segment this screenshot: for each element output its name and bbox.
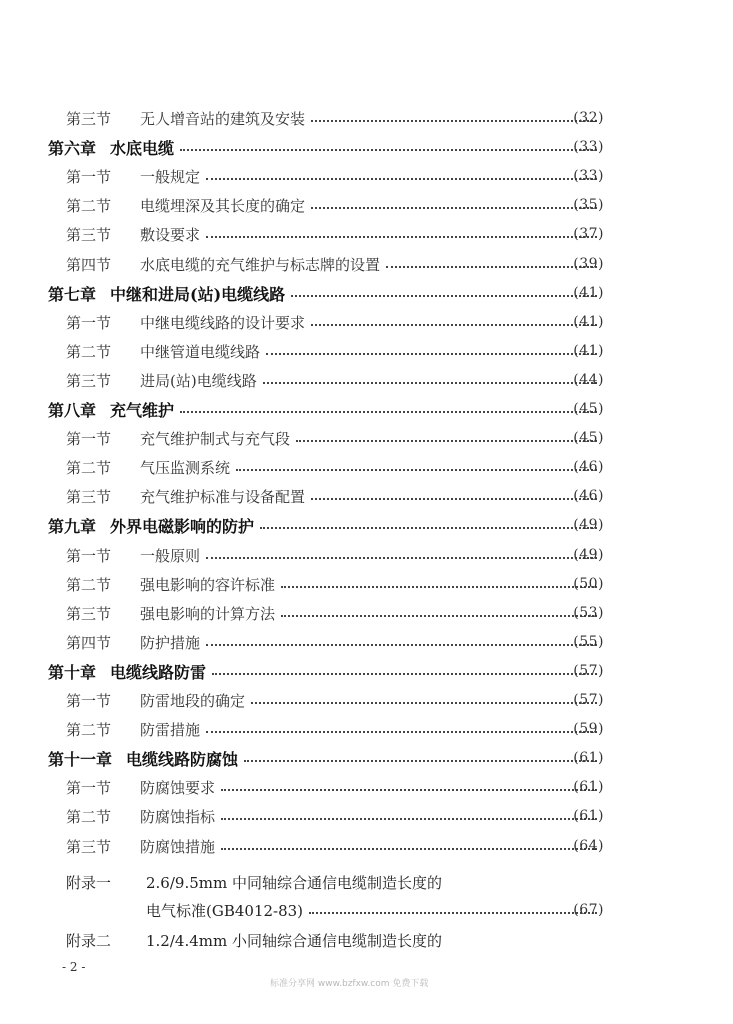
- toc-page-number: (33): [573, 168, 604, 184]
- section-label: 第三节: [66, 837, 112, 856]
- chapter-label: 第十章: [48, 662, 97, 682]
- section-label: 第三节: [66, 109, 112, 128]
- toc-page-number: (41): [573, 343, 604, 359]
- toc-page-number: (39): [573, 256, 604, 272]
- chapter-title: 充气维护: [110, 400, 175, 420]
- dot-leader: [206, 731, 597, 733]
- toc-page-number: (35): [573, 197, 604, 213]
- appendix-2-title-line1: 1.2/4.4mm 小同轴综合通信电缆制造长度的: [146, 931, 442, 950]
- section-label: 第一节: [66, 167, 112, 186]
- page-number: - 2 -: [62, 960, 86, 974]
- dot-leader: [206, 644, 597, 646]
- dot-leader: [221, 789, 597, 791]
- dot-leader: [221, 848, 597, 850]
- section-label: 第一节: [66, 429, 112, 448]
- appendix-1-title-line2: 电气标准(GB4012-83): [146, 901, 304, 920]
- section-label: 第四节: [66, 633, 112, 652]
- chapter-label: 第八章: [48, 400, 97, 420]
- toc-page-number: (61): [573, 750, 604, 766]
- section-label: 第四节: [66, 255, 112, 274]
- appendix-1-continuation: [146, 898, 605, 922]
- appendix-2-row: [66, 928, 605, 952]
- dot-leader: [311, 207, 597, 209]
- appendix-1-page: (67): [573, 902, 604, 918]
- toc-section-row: [66, 339, 605, 363]
- toc-page-number: (53): [573, 605, 604, 621]
- section-label: 第二节: [66, 458, 112, 477]
- toc-page-number: (49): [573, 547, 604, 563]
- section-label: 第三节: [66, 604, 112, 623]
- dot-leader: [206, 178, 597, 180]
- toc-section-row: [66, 804, 605, 828]
- dot-leader: [263, 382, 597, 384]
- chapter-label: 第九章: [48, 516, 97, 536]
- dot-leader: [221, 818, 597, 820]
- dot-leader: [251, 702, 597, 704]
- section-title: 防护措施: [140, 633, 201, 652]
- toc-page-number: (46): [573, 459, 604, 475]
- chapter-title: 电缆线路防腐蚀: [126, 749, 239, 769]
- section-label: 第三节: [66, 371, 112, 390]
- appendix-1-label: 附录一: [66, 873, 112, 892]
- dot-leader: [311, 324, 597, 326]
- dot-leader: [281, 586, 597, 588]
- toc-page-number: (45): [573, 401, 604, 417]
- toc-section-row: [66, 222, 605, 246]
- dot-leader: [281, 615, 597, 617]
- toc-section-row: [66, 834, 605, 858]
- toc-section-row: [66, 106, 605, 130]
- section-title: 水底电缆的充气维护与标志牌的设置: [140, 255, 381, 274]
- section-title: 防雷地段的确定: [140, 691, 246, 710]
- toc-section-row: [66, 601, 605, 625]
- toc-section-row: [66, 543, 605, 567]
- toc-page-number: (44): [573, 372, 604, 388]
- toc-page-number: (50): [573, 576, 604, 592]
- toc-section-row: [66, 310, 605, 334]
- toc-section-row: [66, 630, 605, 654]
- dot-leader: [206, 236, 597, 238]
- chapter-title: 中继和进局(站)电缆线路: [110, 284, 286, 304]
- section-title: 中继电缆线路的设计要求: [140, 313, 306, 332]
- toc-page-number: (41): [573, 285, 604, 301]
- toc-page-number: (64): [573, 838, 604, 854]
- chapter-title: 水底电缆: [110, 138, 175, 158]
- toc-section-row: [66, 193, 605, 217]
- appendix-1-row: [66, 870, 605, 894]
- dot-leader: [180, 411, 597, 413]
- section-title: 防雷措施: [140, 720, 201, 739]
- dot-leader: [236, 469, 597, 471]
- toc-page-number: (49): [573, 517, 604, 533]
- toc-page-number: (57): [573, 663, 604, 679]
- toc-page-number: (61): [573, 779, 604, 795]
- toc-page-number: (61): [573, 808, 604, 824]
- toc-page-number: (55): [573, 634, 604, 650]
- toc-chapter-row: [48, 746, 605, 770]
- toc-page-number: (45): [573, 430, 604, 446]
- section-label: 第二节: [66, 807, 112, 826]
- section-title: 敷设要求: [140, 225, 201, 244]
- section-title: 强电影响的容许标准: [140, 575, 276, 594]
- section-title: 充气维护制式与充气段: [140, 429, 291, 448]
- appendix-1-title-line1: 2.6/9.5mm 中同轴综合通信电缆制造长度的: [146, 873, 442, 892]
- section-title: 防腐蚀指标: [140, 807, 216, 826]
- section-label: 第一节: [66, 313, 112, 332]
- toc-page-number: (59): [573, 721, 604, 737]
- toc-page-number: (37): [573, 226, 604, 242]
- watermark: 标准分享网 www.bzfxw.com 免费下载: [270, 979, 429, 989]
- dot-leader: [311, 498, 597, 500]
- dot-leader: [260, 527, 597, 529]
- toc-chapter-row: [48, 281, 605, 305]
- dot-leader: [212, 673, 597, 675]
- dot-leader: [206, 557, 597, 559]
- toc-section-row: [66, 455, 605, 479]
- toc-section-row: [66, 484, 605, 508]
- section-label: 第三节: [66, 487, 112, 506]
- toc-section-row: [66, 368, 605, 392]
- section-label: 第二节: [66, 342, 112, 361]
- toc-section-row: [66, 775, 605, 799]
- toc-section-row: [66, 252, 605, 276]
- section-title: 中继管道电缆线路: [140, 342, 261, 361]
- dot-leader: [266, 353, 597, 355]
- section-title: 充气维护标准与设备配置: [140, 487, 306, 506]
- section-title: 进局(站)电缆线路: [140, 371, 257, 390]
- section-title: 防腐蚀措施: [140, 837, 216, 856]
- section-label: 第一节: [66, 778, 112, 797]
- section-label: 第一节: [66, 691, 112, 710]
- section-label: 第二节: [66, 575, 112, 594]
- section-label: 第一节: [66, 546, 112, 565]
- dot-leader: [244, 760, 597, 762]
- toc-section-row: [66, 717, 605, 741]
- toc-chapter-row: [48, 659, 605, 683]
- toc-page-number: (46): [573, 488, 604, 504]
- toc-page-number: (57): [573, 692, 604, 708]
- toc-page-number: (41): [573, 314, 604, 330]
- section-label: 第二节: [66, 720, 112, 739]
- section-title: 无人增音站的建筑及安装: [140, 109, 306, 128]
- section-title: 防腐蚀要求: [140, 778, 216, 797]
- dot-leader: [311, 120, 597, 122]
- toc-chapter-row: [48, 397, 605, 421]
- toc-chapter-row: [48, 513, 605, 537]
- chapter-label: 第六章: [48, 138, 97, 158]
- chapter-title: 外界电磁影响的防护: [110, 516, 255, 536]
- chapter-label: 第十一章: [48, 749, 113, 769]
- toc-section-row: [66, 688, 605, 712]
- section-title: 电缆埋深及其长度的确定: [140, 196, 306, 215]
- section-label: 第二节: [66, 196, 112, 215]
- dot-leader: [309, 912, 597, 914]
- section-label: 第三节: [66, 225, 112, 244]
- dot-leader: [296, 440, 597, 442]
- appendix-2-label: 附录二: [66, 931, 112, 950]
- dot-leader: [291, 295, 597, 297]
- toc-page-number: (33): [573, 139, 604, 155]
- chapter-title: 电缆线路防雷: [110, 662, 207, 682]
- toc-section-row: [66, 426, 605, 450]
- section-title: 强电影响的计算方法: [140, 604, 276, 623]
- section-title: 一般原则: [140, 546, 201, 565]
- chapter-label: 第七章: [48, 284, 97, 304]
- toc-section-row: [66, 164, 605, 188]
- toc-section-row: [66, 572, 605, 596]
- dot-leader: [180, 149, 597, 151]
- toc-chapter-row: [48, 135, 605, 159]
- section-title: 一般规定: [140, 167, 201, 186]
- toc-page-number: (32): [573, 110, 604, 126]
- section-title: 气压监测系统: [140, 458, 231, 477]
